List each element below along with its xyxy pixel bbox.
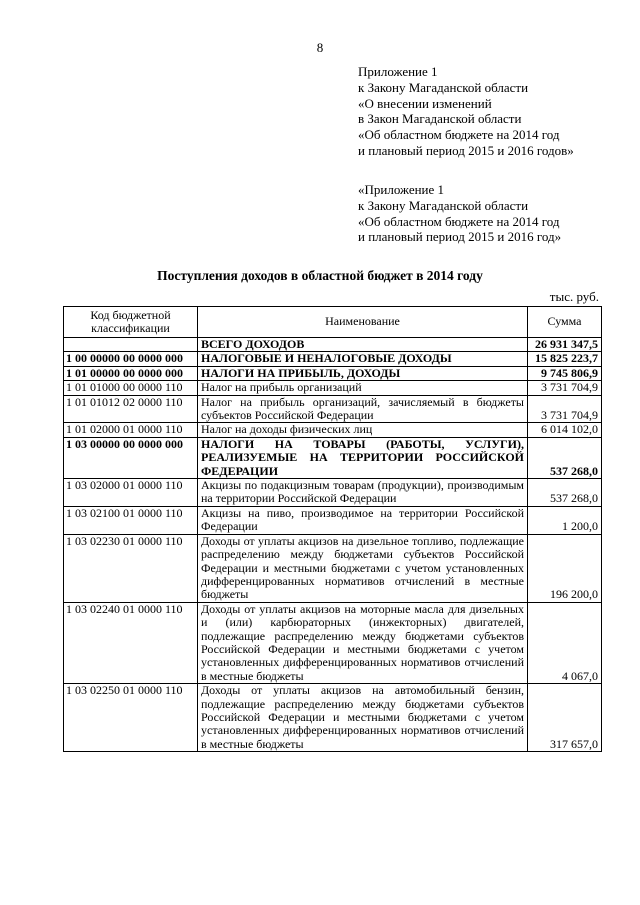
- table-row: [64, 366, 602, 380]
- appendix-original-header: [358, 182, 561, 245]
- row-name: Акцизы на пиво, производимое на территории Российской Федерации: [198, 506, 528, 534]
- row-name: НАЛОГИ НА ПРИБЫЛЬ, ДОХОДЫ: [198, 366, 528, 380]
- table-row: [64, 506, 602, 534]
- appendix-line: и плановый период 2015 и 2016 год»: [358, 229, 562, 245]
- row-code: 1 01 02000 01 0000 110: [64, 423, 198, 437]
- row-code: 1 03 02240 01 0000 110: [64, 602, 198, 683]
- row-code: [64, 338, 198, 352]
- row-name: НАЛОГОВЫЕ И НЕНАЛОГОВЫЕ ДОХОДЫ: [198, 352, 528, 366]
- row-sum: 3 731 704,9: [528, 395, 602, 423]
- row-code: 1 03 00000 00 0000 000: [64, 437, 198, 478]
- row-name: Доходы от уплаты акцизов на дизельное топливо, подлежащие распределению между бюджетами субъектов Российской Федерации и местными бюджетами с учетом установленных дифференцированных нормативов отчислений в местные бюджеты: [198, 534, 528, 602]
- row-name: Акцизы по подакцизным товарам (продукции), производимым на территории Российской Федерации: [198, 479, 528, 507]
- table-row: [64, 602, 602, 683]
- row-sum: 537 268,0: [528, 437, 602, 478]
- table-row: [64, 437, 602, 478]
- row-code: 1 00 00000 00 0000 000: [64, 352, 198, 366]
- table-row: [64, 534, 602, 602]
- row-code: 1 01 00000 00 0000 000: [64, 366, 198, 380]
- row-sum: 1 200,0: [528, 506, 602, 534]
- row-code: 1 01 01000 00 0000 110: [64, 381, 198, 395]
- row-name: Налог на прибыль организаций: [198, 381, 528, 395]
- table-row: [64, 338, 602, 352]
- appendix-line: и плановый период 2015 и 2016 годов»: [358, 142, 574, 158]
- revenue-table: [63, 306, 602, 752]
- row-code: 1 03 02100 01 0000 110: [64, 506, 198, 534]
- page-number: 8: [316, 40, 324, 55]
- row-sum: 3 731 704,9: [528, 381, 602, 395]
- units-label: тыс. руб.: [549, 289, 599, 304]
- row-code: 1 03 02000 01 0000 110: [64, 479, 198, 507]
- row-name: Доходы от уплаты акцизов на моторные масла для дизельных и (или) карбюраторных (инжекторных) двигателей, подлежащие распределению между бюджетами субъектов Российской Федерации и местными бюджетами с учетом установленных дифференцированных нормативов отчислений в местные бюджеты: [198, 602, 528, 683]
- appendix-line: «Об областном бюджете на 2014 год: [358, 127, 560, 143]
- header-sum: Сумма: [528, 307, 602, 338]
- appendix-line: в Закон Магаданской области: [358, 111, 522, 127]
- document-title: Поступления доходов в областной бюджет в 2014 году: [157, 268, 483, 283]
- row-name: НАЛОГИ НА ТОВАРЫ (РАБОТЫ, УСЛУГИ), РЕАЛИЗУЕМЫЕ НА ТЕРРИТОРИИ РОССИЙСКОЙ ФЕДЕРАЦИИ: [198, 437, 528, 478]
- appendix-line: «О внесении изменений: [358, 95, 492, 111]
- row-sum: 537 268,0: [528, 479, 602, 507]
- appendix-line: к Закону Магаданской области: [358, 79, 529, 95]
- table-row: [64, 423, 602, 437]
- row-name: ВСЕГО ДОХОДОВ: [198, 338, 528, 352]
- row-sum: 15 825 223,7: [528, 352, 602, 366]
- table-row: [64, 395, 602, 423]
- row-name: Налог на доходы физических лиц: [198, 423, 528, 437]
- appendix-amendment-header: [358, 64, 574, 159]
- table-row: [64, 381, 602, 395]
- header-name: Наименование: [198, 307, 528, 338]
- table-header-row: [64, 307, 602, 338]
- table-row: [64, 684, 602, 752]
- row-code: 1 03 02230 01 0000 110: [64, 534, 198, 602]
- row-sum: 9 745 806,9: [528, 366, 602, 380]
- row-sum: 6 014 102,0: [528, 423, 602, 437]
- row-sum: 196 200,0: [528, 534, 602, 602]
- row-code: 1 03 02250 01 0000 110: [64, 684, 198, 752]
- table-row: [64, 479, 602, 507]
- appendix-line: к Закону Магаданской области: [358, 197, 529, 213]
- appendix-line: «Приложение 1: [358, 182, 445, 197]
- header-code: Код бюджетной классификации: [64, 307, 198, 338]
- row-code: 1 01 01012 02 0000 110: [64, 395, 198, 423]
- row-name: Налог на прибыль организаций, зачисляемый в бюджеты субъектов Российской Федерации: [198, 395, 528, 423]
- appendix-line: Приложение 1: [358, 64, 438, 79]
- row-sum: 317 657,0: [528, 684, 602, 752]
- appendix-line: «Об областном бюджете на 2014 год: [358, 213, 560, 229]
- table-row: [64, 352, 602, 366]
- row-name: Доходы от уплаты акцизов на автомобильный бензин, подлежащие распределению между бюджетами субъектов Российской Федерации и местными бюджетами с учетом установленных дифференцированных нормативов отчислений в местные бюджеты: [198, 684, 528, 752]
- row-sum: 4 067,0: [528, 602, 602, 683]
- row-sum: 26 931 347,5: [528, 338, 602, 352]
